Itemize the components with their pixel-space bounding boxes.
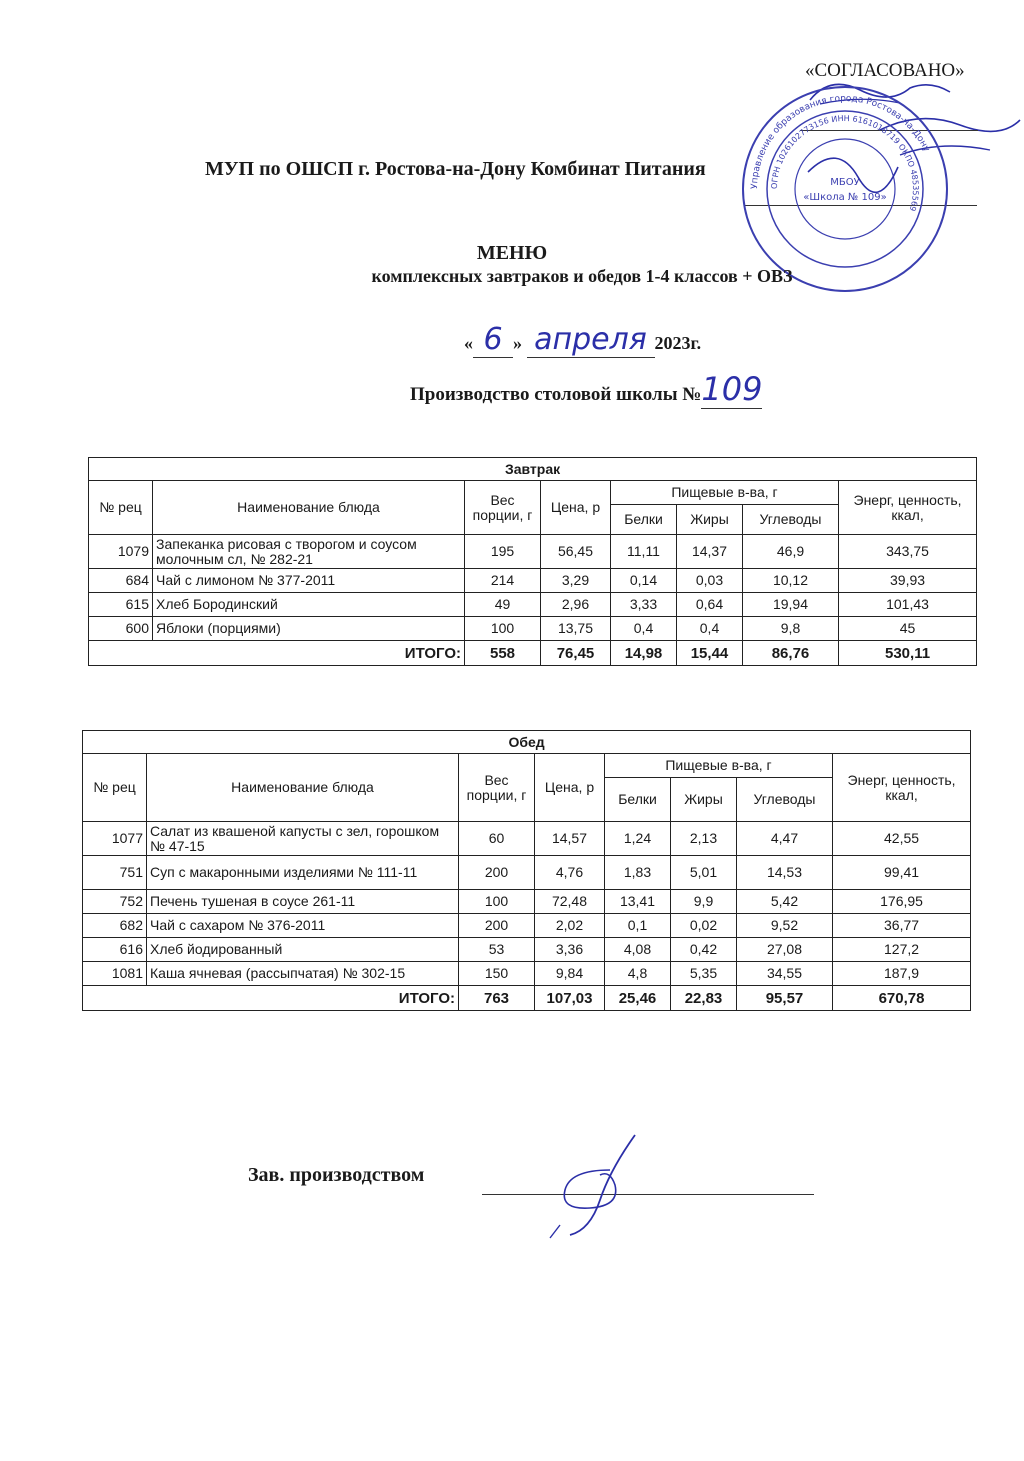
col-num: № рец: [83, 754, 147, 822]
date-month: апреля: [527, 322, 655, 358]
cell-weight: 200: [459, 914, 535, 938]
cell-num: 751: [83, 856, 147, 890]
menu-title: МЕНЮ: [476, 242, 548, 264]
cell-price: 13,75: [541, 617, 611, 641]
cell-energy: 176,95: [833, 890, 971, 914]
cell-weight: 100: [459, 890, 535, 914]
table-row: [83, 962, 971, 986]
total-price: 107,03: [535, 986, 605, 1011]
total-weight: 558: [465, 641, 541, 666]
cell-energy: 36,77: [833, 914, 971, 938]
cell-price: 56,45: [541, 535, 611, 569]
col-price: Цена, р: [535, 754, 605, 822]
col-name: Наименование блюда: [153, 481, 465, 535]
cell-protein: 0,4: [611, 617, 677, 641]
lunch-table: [82, 730, 971, 1011]
cell-carbs: 9,8: [743, 617, 839, 641]
total-protein: 14,98: [611, 641, 677, 666]
svg-text:Управление образования города: Управление образования города Ростова-на-Дону: [749, 93, 932, 190]
cell-name: Запеканка рисовая с творогом и соусом молочным сл, № 282-21: [153, 535, 465, 569]
total-carbs: 86,76: [743, 641, 839, 666]
table-row: [83, 856, 971, 890]
cell-name: Печень тушеная в соусе 261-11: [147, 890, 459, 914]
cell-num: 1079: [89, 535, 153, 569]
cell-num: 684: [89, 569, 153, 593]
col-energy: Энерг, ценность, ккал,: [833, 754, 971, 822]
cell-price: 2,02: [535, 914, 605, 938]
table-row: [83, 938, 971, 962]
cell-weight: 53: [459, 938, 535, 962]
cell-carbs: 5,42: [737, 890, 833, 914]
cell-energy: 101,43: [839, 593, 977, 617]
cell-num: 615: [89, 593, 153, 617]
cell-fat: 0,02: [671, 914, 737, 938]
cell-energy: 187,9: [833, 962, 971, 986]
lunch-title: Обед: [83, 731, 971, 754]
col-nutrients: Пищевые в-ва, г: [611, 481, 839, 505]
total-protein: 25,46: [605, 986, 671, 1011]
svg-text:ОГРН 1026102773156 ИНН 6161018: ОГРН 1026102773156 ИНН 6161018719 ОКПО 48535569: [769, 113, 921, 213]
cell-energy: 39,93: [839, 569, 977, 593]
cell-carbs: 4,47: [737, 822, 833, 856]
cell-fat: 5,01: [671, 856, 737, 890]
approval-label: «СОГЛАСОВАНО»: [805, 60, 965, 81]
total-energy: 530,11: [839, 641, 977, 666]
cell-carbs: 27,08: [737, 938, 833, 962]
date-year: 2023г.: [654, 333, 702, 353]
cell-protein: 13,41: [605, 890, 671, 914]
cell-fat: 0,4: [677, 617, 743, 641]
total-carbs: 95,57: [737, 986, 833, 1011]
cell-energy: 42,55: [833, 822, 971, 856]
table-row: [83, 914, 971, 938]
cell-weight: 60: [459, 822, 535, 856]
col-fat: Жиры: [677, 505, 743, 535]
total-energy: 670,78: [833, 986, 971, 1011]
cell-name: Яблоки (порциями): [153, 617, 465, 641]
cell-weight: 195: [465, 535, 541, 569]
cell-fat: 2,13: [671, 822, 737, 856]
cell-carbs: 19,94: [743, 593, 839, 617]
cell-protein: 0,14: [611, 569, 677, 593]
cell-num: 1081: [83, 962, 147, 986]
svg-text:«Школа № 109»: «Школа № 109»: [803, 192, 887, 203]
cell-protein: 4,8: [605, 962, 671, 986]
cell-price: 3,36: [535, 938, 605, 962]
cell-carbs: 34,55: [737, 962, 833, 986]
cell-name: Суп с макаронными изделиями № 111-11: [147, 856, 459, 890]
school-number: 109: [701, 370, 763, 408]
cell-protein: 4,08: [605, 938, 671, 962]
table-row: [89, 617, 977, 641]
total-label: ИТОГО:: [83, 986, 459, 1011]
cell-protein: 1,24: [605, 822, 671, 856]
cell-carbs: 46,9: [743, 535, 839, 569]
col-protein: Белки: [605, 778, 671, 822]
total-label: ИТОГО:: [89, 641, 465, 666]
cell-fat: 14,37: [677, 535, 743, 569]
cell-fat: 0,64: [677, 593, 743, 617]
cell-num: 616: [83, 938, 147, 962]
cell-num: 600: [89, 617, 153, 641]
cell-price: 72,48: [535, 890, 605, 914]
total-weight: 763: [459, 986, 535, 1011]
col-name: Наименование блюда: [147, 754, 459, 822]
table-row: [83, 822, 971, 856]
col-energy: Энерг, ценность, ккал,: [839, 481, 977, 535]
manager-signature: [540, 1130, 650, 1240]
cell-num: 1077: [83, 822, 147, 856]
cell-carbs: 14,53: [737, 856, 833, 890]
organization-name: МУП по ОШСП г. Ростова-на-Дону Комбинат Питания: [205, 158, 706, 180]
table-row: [89, 593, 977, 617]
production-label: Производство столовой школы №: [410, 384, 702, 405]
cell-weight: 150: [459, 962, 535, 986]
cell-price: 9,84: [535, 962, 605, 986]
col-num: № рец: [89, 481, 153, 535]
cell-weight: 200: [459, 856, 535, 890]
cell-price: 14,57: [535, 822, 605, 856]
cell-fat: 0,42: [671, 938, 737, 962]
cell-protein: 0,1: [605, 914, 671, 938]
col-weight: Вес порции, г: [459, 754, 535, 822]
cell-energy: 343,75: [839, 535, 977, 569]
lunch-total-row: [83, 986, 971, 1011]
cell-price: 2,96: [541, 593, 611, 617]
table-row: [89, 535, 977, 569]
total-price: 76,45: [541, 641, 611, 666]
date-day: 6: [473, 322, 513, 358]
cell-name: Чай с сахаром № 376-2011: [147, 914, 459, 938]
date-quote-close: »: [513, 333, 522, 353]
menu-date: [464, 322, 701, 358]
cell-num: 682: [83, 914, 147, 938]
cell-name: Хлеб Бородинский: [153, 593, 465, 617]
col-nutrients: Пищевые в-ва, г: [605, 754, 833, 778]
breakfast-total-row: [89, 641, 977, 666]
total-fat: 22,83: [671, 986, 737, 1011]
cell-carbs: 10,12: [743, 569, 839, 593]
cell-num: 752: [83, 890, 147, 914]
col-carbs: Углеводы: [737, 778, 833, 822]
cell-protein: 3,33: [611, 593, 677, 617]
signature-label: Зав. производством: [248, 1164, 425, 1186]
production-line: [410, 370, 762, 408]
cell-weight: 100: [465, 617, 541, 641]
cell-protein: 11,11: [611, 535, 677, 569]
cell-energy: 127,2: [833, 938, 971, 962]
date-quote-open: «: [464, 333, 473, 353]
table-row: [83, 890, 971, 914]
menu-subtitle: комплексных завтраков и обедов 1-4 классов + ОВЗ: [371, 266, 793, 286]
cell-name: Чай с лимоном № 377-2011: [153, 569, 465, 593]
cell-name: Хлеб йодированный: [147, 938, 459, 962]
table-row: [89, 569, 977, 593]
col-fat: Жиры: [671, 778, 737, 822]
cell-weight: 49: [465, 593, 541, 617]
col-price: Цена, р: [541, 481, 611, 535]
cell-name: Салат из квашеной капусты с зел, горошком № 47-15: [147, 822, 459, 856]
col-carbs: Углеводы: [743, 505, 839, 535]
cell-protein: 1,83: [605, 856, 671, 890]
cell-carbs: 9,52: [737, 914, 833, 938]
breakfast-title: Завтрак: [89, 458, 977, 481]
cell-fat: 5,35: [671, 962, 737, 986]
cell-fat: 9,9: [671, 890, 737, 914]
cell-price: 4,76: [535, 856, 605, 890]
col-weight: Вес порции, г: [465, 481, 541, 535]
cell-weight: 214: [465, 569, 541, 593]
total-fat: 15,44: [677, 641, 743, 666]
cell-energy: 99,41: [833, 856, 971, 890]
cell-price: 3,29: [541, 569, 611, 593]
cell-fat: 0,03: [677, 569, 743, 593]
breakfast-table: [88, 457, 977, 666]
cell-name: Каша ячневая (рассыпчатая) № 302-15: [147, 962, 459, 986]
cell-energy: 45: [839, 617, 977, 641]
svg-text:МБОУ: МБОУ: [830, 177, 860, 188]
col-protein: Белки: [611, 505, 677, 535]
